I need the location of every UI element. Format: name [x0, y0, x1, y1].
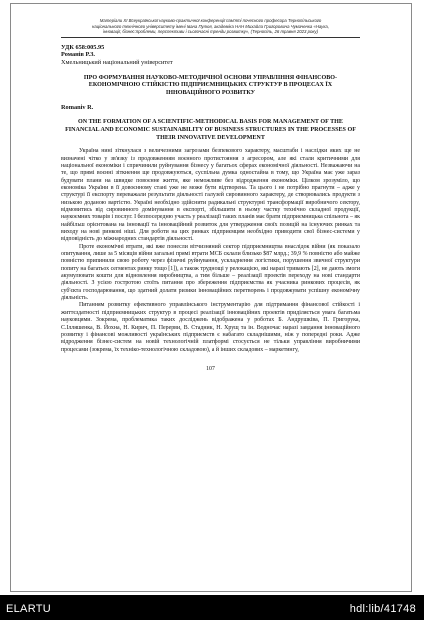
- title-ua: ПРО ФОРМУВАННЯ НАУКОВО-МЕТОДИЧНОЇ ОСНОВИ УПРАВЛІННЯ ФІНАНСОВО-ЕКОНОМІЧНОЮ СТІЙКІСТЮ ПІДПРИЄМНИЦЬКИХ СТРУКТУР В ПРОЦЕСАХ ЇХ ІННОВАЦІЙНОГО РОЗВИТКУ: [83, 74, 338, 97]
- paragraph: Питанням розвитку ефективного управлінського інструментарію для підтримання фінансової стійкості і життєздатності підприємницьких структур в процесі реалізації інноваційних проектів приділяється увага багатьма науковцями. Зокрема, проблематика таких досліджень відображена у роботах Б. Андрушківа, П. Григорука, С.Ілляшенка, В. Йохна, Н. Кирич, П. Перерви, В. Стадник, Н. Хрущ та ін. Водночас наразі завдання інноваційного розвитку і фінансові можливості українських підприємств є набагато складнішими, ніж у попередні роки. Адже відродження бізнес-систем на новій технологічній платформі стосується не тільки управління виробничими процесами (зокрема, їх техніко-технологічною складовою), а й інших складових – маркетингу,: [61, 302, 360, 353]
- page-number: 107: [206, 365, 215, 372]
- repository-label: ELARTU: [6, 603, 51, 615]
- header-line: Матеріали ХІ Всеукраїнської науково-практичної конференції пам'яті почесного професора Тернопільського: [99, 18, 322, 23]
- article-body: [61, 148, 360, 354]
- paragraph: Україна нині зіткнулася з величезними загрозами безпекового характеру, масштаби і наслідки яких ще не визначені чітко у зв'язку із продовженням воєнного протистояння з агресором, але які стали критичними для національної економіки і спричинили руйнування бізнесу у багатьох сферах економічної діяльності. Незважаючи на те, що прямі воєнні зіткнення ще продовжуються, суспільна думка одностайна в тому, що Україна має уже зараз будувати плани на швидке повоєнне життя, яке неможливе без відродження економіки. Цілком зрозуміло, що економіка України в її довоєнному стані уже не може бути відтворена. Та цього і не потрібно прагнути – адже у структурі її експорту переважали результати діяльності галузей сировинного характеру, де створювались продукти з низькою доданою вартістю. Україні необхідно здійснити радикальні структурні трансформації виробничого сектору, відмовитись від сировинного домінування в експорті, збільшити в ньому частку технічно складної продукції, наукоємних товарів і послуг. І безпосередню участь у реалізації таких планів має брати підприємницька спільнота – як найбільш орієнтована на інновації та інноваційний розвиток для утвердження своїх позицій на існуючих ринках та виходу на нові ринкові ніші. Для роботи на цих ринках підприємцям необхідно приводити свої бізнес-системи у відповідність до міжнародних стандартів діяльності.: [61, 148, 360, 243]
- page-content: [61, 18, 360, 372]
- handle-link[interactable]: hdl:lib/41748: [349, 603, 416, 615]
- conference-header: [61, 18, 360, 38]
- document-page: [10, 3, 412, 592]
- title-en: ON THE FORMATION OF A SCIENTIFIC-METHODICAL BASIS FOR MANAGEMENT OF THE FINANCIAL AND ECONOMIC SUSTAINABILITY OF BUSINESS STRUCTURES IN THE PROCESSES OF THEIR INNOVATIVE DEVELOPMENT: [65, 119, 356, 141]
- author-en: Romaniv R.: [61, 103, 94, 111]
- header-line: інновації, бізнес:проблеми, перспективи і сьогочасні тренди розвитку», (Тернопіль, 26 травня 2023 року): [102, 29, 319, 34]
- header-line: національного технічного університету імені Івана Пулюя, академіка НАН Михайла Григоровича Чумаченка «Наука,: [92, 23, 329, 29]
- paragraph: Проте економічні втрати, які вже понесли вітчизняний сектор підприємництва внаслідок війни (як показало опитування, лише за 5 місяців війни загальні прямі втрати МСБ склали близько $87 млрд.; 39,9 % повністю або майже повністю припинили свою роботу через фізичні руйнування, ускладнення логістики, порушення звичної структури попиту на багатьох сегментах ринку тощо [1]), а також труднощі у релокацією, які наразі тривають [2], не дають змоги акумулювати кошти для відновлення виробництва, а тим більше – реалізації проектів переходу на нові стандарти діяльності. З усією гостротою стоїть питання про збереження підприємства як учасника ринкових процесів, як суб'єкта господарювання, що здатний долати ризики інноваційних перетворень і продовжувати успішну економічну діяльність.: [61, 243, 360, 302]
- author-ua: Романів Р.З.: [61, 51, 95, 59]
- affiliation: Хмельницький національний університет: [61, 59, 173, 67]
- viewer-footer-bar: [0, 595, 424, 620]
- udc-code: УДК 658:005.95: [61, 43, 105, 51]
